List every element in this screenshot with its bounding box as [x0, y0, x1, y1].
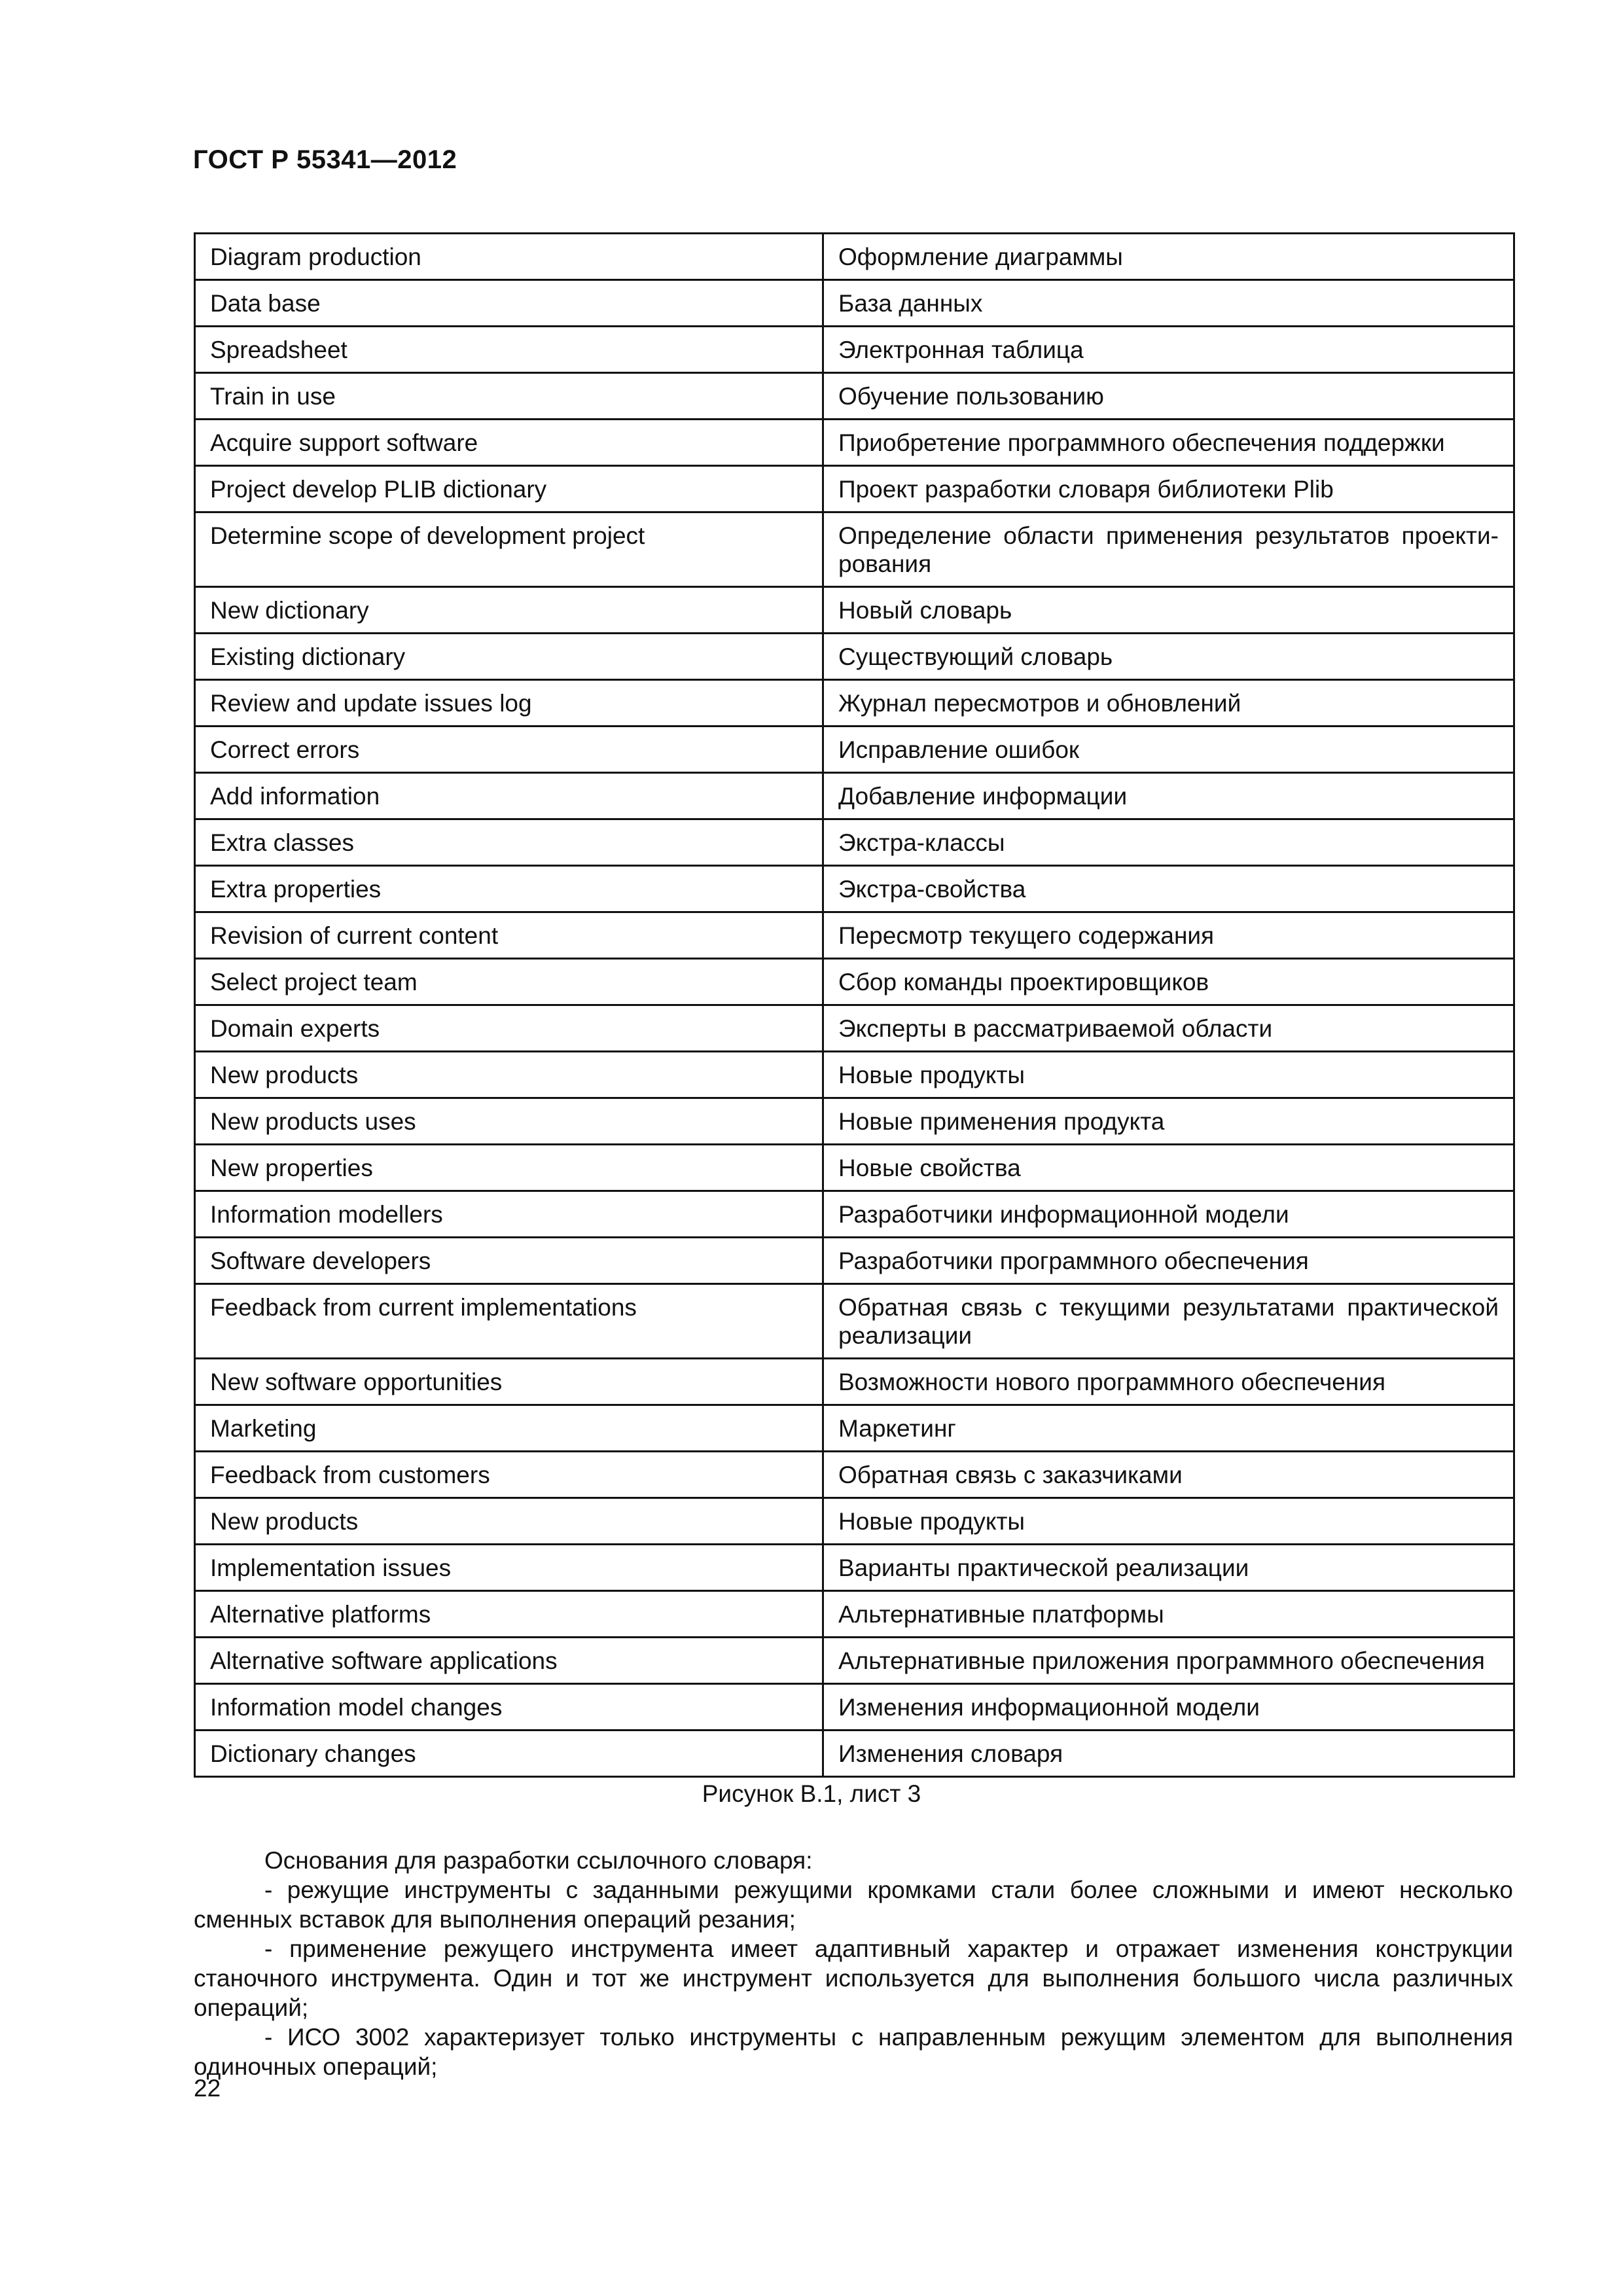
term-english: Review and update issues log [195, 680, 823, 726]
table-row [195, 1238, 1514, 1284]
table-row [195, 373, 1514, 420]
term-english: Diagram production [195, 234, 823, 280]
term-english: New software opportunities [195, 1359, 823, 1405]
table-row [195, 1098, 1514, 1145]
glossary-table [194, 232, 1515, 1778]
term-russian: Электронная таблица [823, 327, 1514, 373]
table-row [195, 466, 1514, 512]
term-russian: Маркетинг [823, 1405, 1514, 1452]
term-english: Feedback from current implementations [195, 1284, 823, 1359]
body-list-item: - режущие инструменты с заданными режущими кромками стали более сложными и имеют несколько сменных вставок для выполнения операций резания; [194, 1876, 1513, 1933]
term-english: Revision of current content [195, 912, 823, 959]
term-russian: Экстра-классы [823, 819, 1514, 866]
term-russian: Эксперты в рассматриваемой области [823, 1005, 1514, 1052]
table-row [195, 680, 1514, 726]
table-row [195, 1684, 1514, 1731]
term-english: Domain experts [195, 1005, 823, 1052]
term-russian: Альтернативные платформы [823, 1591, 1514, 1638]
term-russian: Приобретение программного обеспечения поддержки [823, 420, 1514, 466]
term-english: Information modellers [195, 1191, 823, 1238]
table-row [195, 1005, 1514, 1052]
table-row [195, 1545, 1514, 1591]
table-row [195, 1638, 1514, 1684]
term-english: New products uses [195, 1098, 823, 1145]
term-english: New dictionary [195, 587, 823, 634]
table-row [195, 1731, 1514, 1777]
term-russian: Оформление диаграммы [823, 234, 1514, 280]
glossary-table-body [195, 234, 1514, 1777]
table-row [195, 1405, 1514, 1452]
term-russian: Новые применения продукта [823, 1098, 1514, 1145]
term-russian: Журнал пересмотров и обновлений [823, 680, 1514, 726]
term-english: Implementation issues [195, 1545, 823, 1591]
term-russian: Определение области применения результатов проекти-рования [823, 512, 1514, 587]
term-russian: Альтернативные приложения программного обеспечения [823, 1638, 1514, 1684]
table-row [195, 634, 1514, 680]
table-row [195, 819, 1514, 866]
term-russian: Разработчики информационной модели [823, 1191, 1514, 1238]
table-row [195, 1191, 1514, 1238]
body-list-item: - ИСО 3002 характеризует только инструменты с направленным режущим элементом для выполнения одиночных операций; [194, 2024, 1513, 2080]
term-russian: Варианты практической реализации [823, 1545, 1514, 1591]
term-english: Correct errors [195, 726, 823, 773]
term-english: Data base [195, 280, 823, 327]
term-english: Marketing [195, 1405, 823, 1452]
body-intro: Основания для разработки ссылочного словаря: [264, 1847, 813, 1874]
table-row [195, 1052, 1514, 1098]
term-russian: Сбор команды проектировщиков [823, 959, 1514, 1005]
body-list-item: - применение режущего инструмента имеет адаптивный характер и отражает изменения конструкции станочного инструмента. Один и тот же инструмент используется для выполнения большого числа различных операций; [194, 1935, 1513, 2021]
body-text [194, 1846, 1513, 2081]
table-row [195, 1145, 1514, 1191]
term-english: New properties [195, 1145, 823, 1191]
table-row [195, 234, 1514, 280]
term-russian: Обратная связь с текущими результатами практической реализации [823, 1284, 1514, 1359]
table-row [195, 1452, 1514, 1498]
term-english: Select project team [195, 959, 823, 1005]
term-russian: Проект разработки словаря библиотеки Plib [823, 466, 1514, 512]
table-row [195, 959, 1514, 1005]
term-english: Determine scope of development project [195, 512, 823, 587]
term-english: New products [195, 1498, 823, 1545]
table-row [195, 1284, 1514, 1359]
document-header: ГОСТ Р 55341—2012 [193, 145, 457, 174]
term-russian: Обучение пользованию [823, 373, 1514, 420]
term-english: Information model changes [195, 1684, 823, 1731]
term-russian: Разработчики программного обеспечения [823, 1238, 1514, 1284]
term-russian: Исправление ошибок [823, 726, 1514, 773]
term-english: Alternative platforms [195, 1591, 823, 1638]
term-english: Add information [195, 773, 823, 819]
term-russian: Новые продукты [823, 1052, 1514, 1098]
term-english: Extra classes [195, 819, 823, 866]
table-row [195, 1498, 1514, 1545]
term-russian: Обратная связь с заказчиками [823, 1452, 1514, 1498]
table-row [195, 420, 1514, 466]
term-english: New products [195, 1052, 823, 1098]
term-russian: Изменения информационной модели [823, 1684, 1514, 1731]
term-english: Software developers [195, 1238, 823, 1284]
term-russian: Пересмотр текущего содержания [823, 912, 1514, 959]
term-russian: Новые продукты [823, 1498, 1514, 1545]
term-english: Feedback from customers [195, 1452, 823, 1498]
figure-caption: Рисунок В.1, лист 3 [702, 1780, 921, 1807]
term-english: Existing dictionary [195, 634, 823, 680]
term-english: Project develop PLIB dictionary [195, 466, 823, 512]
table-row [195, 1591, 1514, 1638]
term-english: Dictionary changes [195, 1731, 823, 1777]
term-english: Extra properties [195, 866, 823, 912]
table-row [195, 773, 1514, 819]
term-english: Acquire support software [195, 420, 823, 466]
table-row [195, 512, 1514, 587]
term-russian: Новые свойства [823, 1145, 1514, 1191]
term-russian: База данных [823, 280, 1514, 327]
table-row [195, 280, 1514, 327]
table-row [195, 912, 1514, 959]
term-russian: Добавление информации [823, 773, 1514, 819]
table-row [195, 726, 1514, 773]
term-english: Alternative software applications [195, 1638, 823, 1684]
page-number: 22 [194, 2075, 221, 2102]
table-row [195, 327, 1514, 373]
term-russian: Существующий словарь [823, 634, 1514, 680]
term-english: Spreadsheet [195, 327, 823, 373]
term-russian: Возможности нового программного обеспечения [823, 1359, 1514, 1405]
term-english: Train in use [195, 373, 823, 420]
term-russian: Экстра-свойства [823, 866, 1514, 912]
table-row [195, 866, 1514, 912]
table-row [195, 587, 1514, 634]
term-russian: Новый словарь [823, 587, 1514, 634]
table-row [195, 1359, 1514, 1405]
term-russian: Изменения словаря [823, 1731, 1514, 1777]
